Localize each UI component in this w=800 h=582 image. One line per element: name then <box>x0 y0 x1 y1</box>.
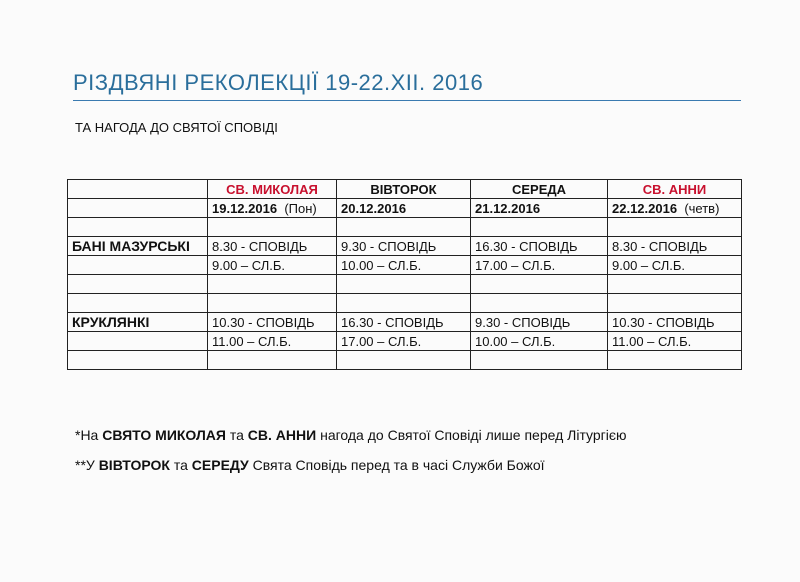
page-subtitle: ТА НАГОДА ДО СВЯТОЇ СПОВІДІ <box>75 120 278 135</box>
day-note: (Пон) <box>284 200 317 216</box>
table-spacer-row <box>68 294 742 313</box>
time-cell: 8.30 - СПОВІДЬ <box>608 237 742 256</box>
table-row <box>68 237 742 256</box>
table-header-row <box>68 180 742 199</box>
day-header: СВ. АННИ <box>608 180 742 199</box>
table-cell <box>68 275 208 294</box>
date-cell <box>337 199 471 218</box>
footnotes <box>75 426 627 486</box>
time-cell: 10.00 – СЛ.Б. <box>471 332 608 351</box>
day-header: ВІВТОРОК <box>337 180 471 199</box>
time-cell: 17.00 – СЛ.Б. <box>471 256 608 275</box>
day-date: 22.12.2016 <box>612 200 678 216</box>
table-row <box>68 313 742 332</box>
day-header: СЕРЕДА <box>471 180 608 199</box>
note-text: **У <box>75 457 99 473</box>
time-cell: 16.30 - СПОВІДЬ <box>471 237 608 256</box>
location-name: БАНІ МАЗУРСЬКІ <box>68 237 208 256</box>
date-cell <box>208 199 337 218</box>
title-divider <box>73 100 741 101</box>
time-cell: 10.00 – СЛ.Б. <box>337 256 471 275</box>
note-emphasis: СЕРЕДУ <box>191 457 249 473</box>
page-title: РІЗДВЯНІ РЕКОЛЕКЦІЇ 19-22.XII. 2016 <box>73 70 484 95</box>
table-corner-cell <box>68 180 208 199</box>
note-text: *На <box>75 427 103 443</box>
table-cell <box>68 294 208 313</box>
table-cell <box>608 275 742 294</box>
time-cell: 10.30 - СПОВІДЬ <box>608 313 742 332</box>
time-cell: 10.30 - СПОВІДЬ <box>208 313 337 332</box>
table-row <box>68 332 742 351</box>
table-spacer-row <box>68 275 742 294</box>
table-cell <box>208 294 337 313</box>
table-cell <box>68 332 208 351</box>
table-row <box>68 256 742 275</box>
table-cell <box>471 218 608 237</box>
time-cell: 8.30 - СПОВІДЬ <box>208 237 337 256</box>
note-text: та <box>169 457 192 473</box>
time-cell: 11.00 – СЛ.Б. <box>208 332 337 351</box>
table-spacer-row <box>68 351 742 370</box>
table-cell <box>471 351 608 370</box>
note-emphasis: СВ. АННИ <box>247 427 317 443</box>
location-name: КРУКЛЯНКІ <box>68 313 208 332</box>
table-cell <box>68 199 208 218</box>
schedule-table <box>67 179 742 370</box>
day-header: СВ. МИКОЛАЯ <box>208 180 337 199</box>
table-cell <box>68 256 208 275</box>
time-cell: 9.30 - СПОВІДЬ <box>471 313 608 332</box>
day-note: (четв) <box>684 200 720 216</box>
table-cell <box>337 275 471 294</box>
time-cell: 9.30 - СПОВІДЬ <box>337 237 471 256</box>
day-date: 21.12.2016 <box>475 200 541 216</box>
date-cell <box>608 199 742 218</box>
time-cell: 16.30 - СПОВІДЬ <box>337 313 471 332</box>
footnote-2 <box>75 456 627 474</box>
table-cell <box>208 218 337 237</box>
table-date-row <box>68 199 742 218</box>
table-cell <box>208 351 337 370</box>
table-cell <box>471 275 608 294</box>
note-text: Свята Сповідь перед та в часі Служби Божої <box>248 457 545 473</box>
table-cell <box>337 294 471 313</box>
time-cell: 9.00 – СЛ.Б. <box>608 256 742 275</box>
time-cell: 9.00 – СЛ.Б. <box>208 256 337 275</box>
table-cell <box>68 218 208 237</box>
table-cell <box>337 218 471 237</box>
date-cell <box>471 199 608 218</box>
table-cell <box>471 294 608 313</box>
day-date: 19.12.2016 <box>212 200 278 216</box>
table-cell <box>608 351 742 370</box>
table-cell <box>608 294 742 313</box>
time-cell: 17.00 – СЛ.Б. <box>337 332 471 351</box>
note-emphasis: СВЯТО МИКОЛАЯ <box>102 427 226 443</box>
table-cell <box>608 218 742 237</box>
footnote-1 <box>75 426 627 444</box>
note-text: та <box>225 427 248 443</box>
day-date: 20.12.2016 <box>341 200 407 216</box>
note-emphasis: ВІВТОРОК <box>98 457 170 473</box>
table-cell <box>208 275 337 294</box>
table-cell <box>68 351 208 370</box>
table-cell <box>337 351 471 370</box>
table-spacer-row <box>68 218 742 237</box>
time-cell: 11.00 – СЛ.Б. <box>608 332 742 351</box>
note-text: нагода до Святої Сповіді лише перед Літургією <box>316 427 627 443</box>
